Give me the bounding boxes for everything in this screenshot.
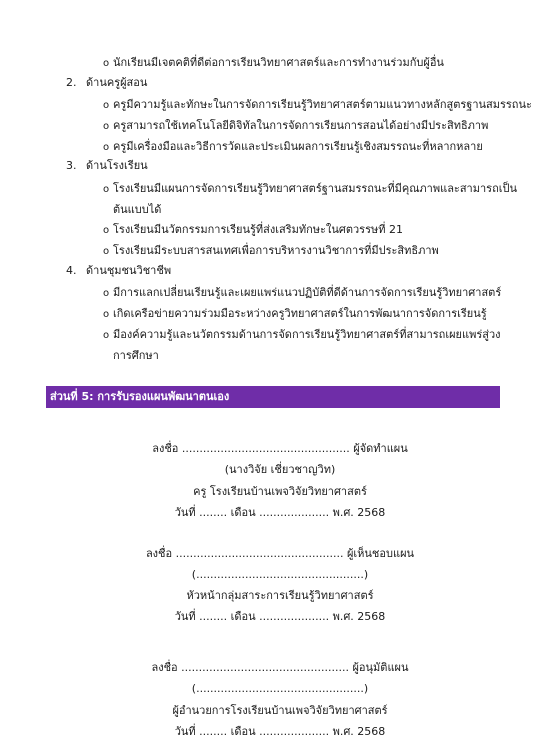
signature-line: ลงชื่อ ................................................ ผู้อนุมัติแผน <box>151 661 409 674</box>
bullet-icon: o <box>103 184 110 195</box>
list-item-text: มีการแลกเปลี่ยนเรียนรู้และเผยแพร่แนวปฏิบัติที่ดีด้านการจัดการเรียนรู้วิทยาศาสตร์ <box>113 286 502 299</box>
bullet-icon: o <box>103 330 110 341</box>
signer-position: หัวหน้ากลุ่มสาระการเรียนรู้วิทยาศาสตร์ <box>186 589 374 602</box>
signature-date: วันที่ ........ เดือน .................... พ.ศ. 2568 <box>174 506 386 519</box>
signer-position: ผู้อำนวยการโรงเรียนบ้านเพจวิจัยวิทยาศาสตร์ <box>172 704 388 717</box>
group-number: 4. <box>66 264 77 277</box>
bullet-icon: o <box>103 58 110 69</box>
list-item <box>103 178 517 200</box>
list-item-text: โรงเรียนมีแผนการจัดการเรียนรู้วิทยาศาสตร์ฐานสมรรถนะที่มีคุณภาพและสามารถเป็น <box>113 182 517 195</box>
group-number: 2. <box>66 76 77 89</box>
group-heading <box>66 262 171 280</box>
list-item-text: ครูมีเครื่องมือและวิธีการวัดและประเมินผลการเรียนรู้เชิงสมรรถนะที่หลากหลาย <box>113 140 483 153</box>
list-item-text: มีองค์ความรู้และนวัตกรรมด้านการจัดการเรียนรู้วิทยาศาสตร์ที่สามารถเผยแพร่สู่วง <box>113 328 501 341</box>
list-item-text: เกิดเครือข่ายความร่วมมือระหว่างครูวิทยาศาสตร์ในการพัฒนาการจัดการเรียนรู้ <box>113 307 487 320</box>
group-title: ด้านชุมชนวิชาชีพ <box>86 264 172 277</box>
signature-date: วันที่ ........ เดือน .................... พ.ศ. 2568 <box>174 725 386 738</box>
list-item <box>103 52 444 74</box>
list-item <box>103 240 439 262</box>
bullet-icon: o <box>103 309 110 320</box>
bullet-icon: o <box>103 288 110 299</box>
group-heading <box>66 74 147 92</box>
list-item-text: โรงเรียนมีระบบสารสนเทศเพื่อการบริหารงานวิชาการที่มีประสิทธิภาพ <box>113 244 439 257</box>
signature-line: ลงชื่อ ................................................ ผู้เห็นชอบแผน <box>145 547 415 560</box>
signature-line: ลงชื่อ ................................................ ผู้จัดทำแผน <box>152 442 408 455</box>
group-heading <box>66 157 148 175</box>
list-item <box>103 219 403 241</box>
signer-name: (................................................) <box>191 568 369 581</box>
bullet-icon: o <box>103 121 110 132</box>
list-item <box>103 136 483 158</box>
bullet-icon: o <box>103 225 110 236</box>
list-item-text: โรงเรียนมีนวัตกรรมการเรียนรู้ที่ส่งเสริมทักษะในศตวรรษที่ 21 <box>113 223 403 236</box>
signer-name: (นางวิจัย เชี่ยวชาญวิท) <box>224 463 336 476</box>
list-item-text: นักเรียนมีเจตคติที่ดีต่อการเรียนวิทยาศาสตร์และการทำงานร่วมกับผู้อื่น <box>113 56 444 69</box>
bullet-icon: o <box>103 246 110 257</box>
list-item <box>103 115 488 137</box>
list-item-text: ครูมีความรู้และทักษะในการจัดการเรียนรู้วิทยาศาสตร์ตามแนวทางหลักสูตรฐานสมรรถนะ <box>113 98 532 111</box>
signer-position: ครู โรงเรียนบ้านเพจวิจัยวิทยาศาสตร์ <box>193 485 367 498</box>
bullet-icon: o <box>103 142 110 153</box>
list-item <box>103 303 487 325</box>
group-title: ด้านครูผู้สอน <box>86 76 148 89</box>
bullet-icon: o <box>103 100 110 111</box>
list-item <box>103 282 501 304</box>
list-item-continuation: ต้นแบบได้ <box>113 203 162 216</box>
list-item <box>103 324 501 346</box>
list-item <box>103 94 532 116</box>
section-heading: ส่วนที่ 5: การรับรองแผนพัฒนาตนเอง <box>46 386 500 408</box>
group-number: 3. <box>66 159 77 172</box>
signer-name: (................................................) <box>191 682 369 695</box>
group-title: ด้านโรงเรียน <box>86 159 148 172</box>
list-item-continuation: การศึกษา <box>113 349 159 362</box>
signature-date: วันที่ ........ เดือน .................... พ.ศ. 2568 <box>174 610 386 623</box>
list-item-text: ครูสามารถใช้เทคโนโลยีดิจิทัลในการจัดการเรียนการสอนได้อย่างมีประสิทธิภาพ <box>113 119 489 132</box>
